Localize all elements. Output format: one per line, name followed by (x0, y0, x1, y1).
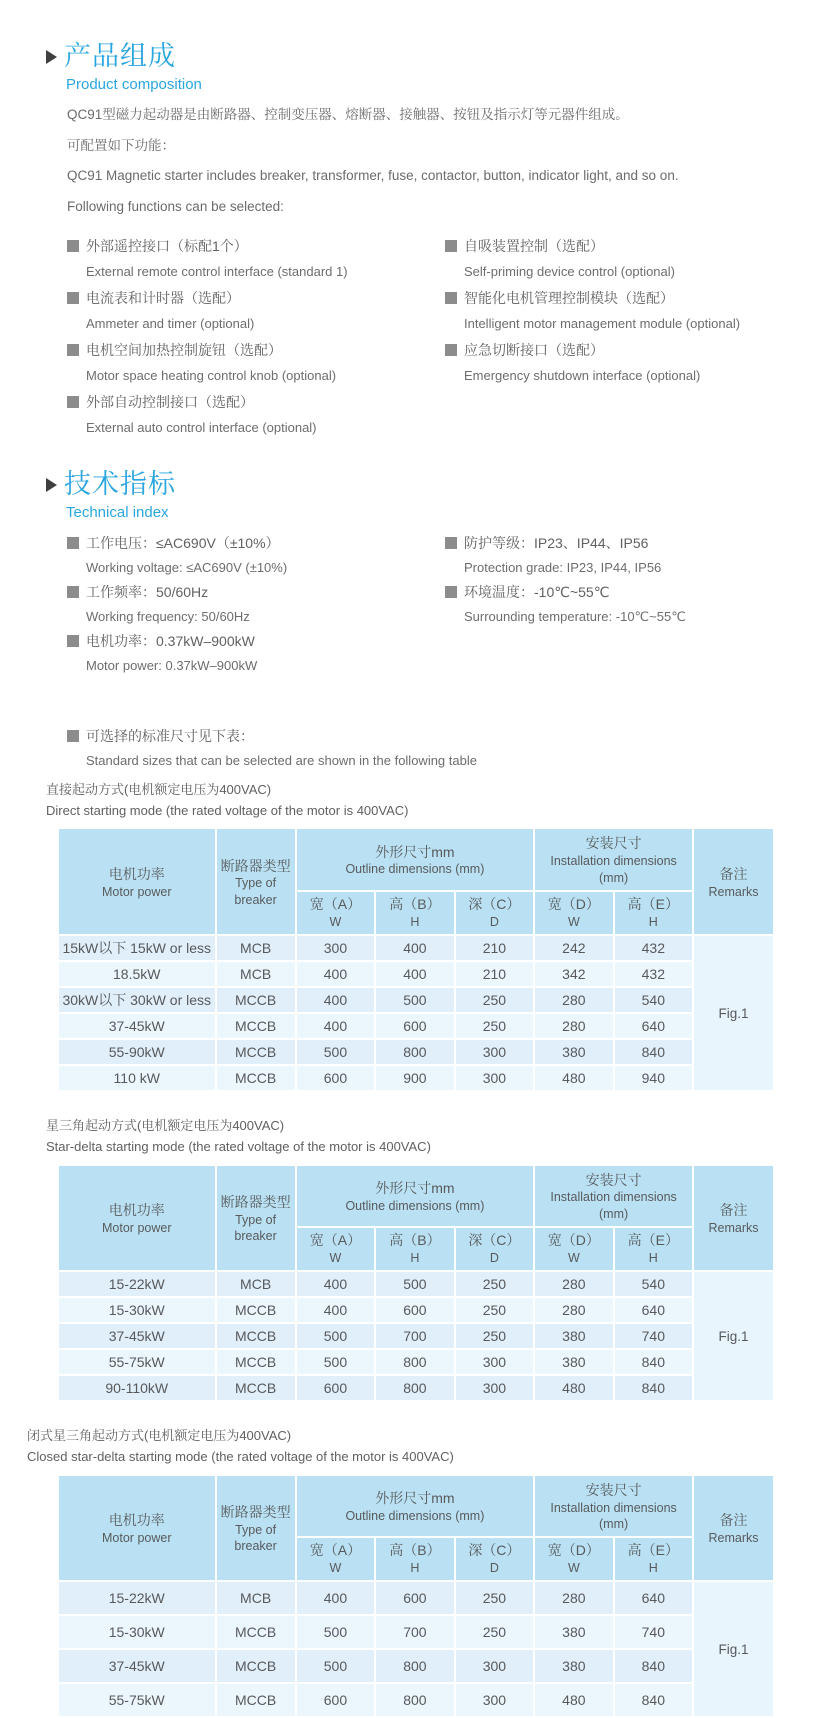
technical-text-zh: 工作电压：≤AC690V（±10%） (86, 534, 280, 551)
feature-item (445, 236, 830, 279)
bullet-square-icon (67, 586, 79, 598)
technical-label-zh (67, 533, 445, 553)
breaker-type-cell: MCCB (216, 1349, 296, 1375)
dimension-value-cell: 500 (296, 1649, 375, 1683)
col-group-installation-dimensions: 安装尺寸 Installation dimensions (mm) (534, 828, 693, 890)
feature-text-en: External remote control interface (standard 1) (86, 264, 348, 280)
dimension-value-cell: 250 (455, 1615, 534, 1649)
technical-text-en: Surrounding temperature: -10℃~55℃ (464, 608, 686, 624)
bullet-square-icon (445, 586, 457, 598)
table-row (58, 1375, 774, 1401)
table-row (58, 1323, 774, 1349)
dimension-value-cell: 640 (614, 1297, 693, 1323)
breaker-type-cell: MCCB (216, 987, 296, 1013)
feature-text-en: Ammeter and timer (optional) (86, 316, 255, 332)
dimension-value-cell: 400 (296, 1581, 375, 1615)
breaker-type-cell: MCCB (216, 1039, 296, 1065)
table-caption (46, 1116, 830, 1158)
dimension-value-cell: 800 (375, 1349, 454, 1375)
remark-cell: Fig.1 (693, 935, 774, 1091)
section-technical-index (46, 470, 830, 500)
technical-text-en: Protection grade: IP23, IP44, IP56 (464, 559, 662, 575)
technical-text-zh: 电机功率：0.37kW–900kW (86, 632, 255, 649)
col-group-installation-dimensions: 安装尺寸 Installation dimensions (mm) (534, 1165, 693, 1227)
technical-item (67, 631, 445, 673)
dimension-value-cell: 400 (375, 961, 454, 987)
table-caption-en: Direct starting mode (the rated voltage of the motor is 400VAC) (46, 802, 409, 818)
table-row (58, 961, 774, 987)
motor-power-cell: 55-75kW (58, 1683, 216, 1717)
table-row (58, 1349, 774, 1375)
dimension-value-cell: 500 (296, 1323, 375, 1349)
table-row (58, 1271, 774, 1297)
technical-text-zh: 环境温度：-10℃~55℃ (464, 583, 610, 600)
col-header-breaker-type: 断路器类型 Type of breaker (216, 1475, 296, 1582)
col-header-breaker-type: 断路器类型 Type of breaker (216, 828, 296, 935)
feature-item (67, 288, 445, 331)
dimension-value-cell: 600 (296, 1065, 375, 1091)
motor-power-cell: 15-30kW (58, 1297, 216, 1323)
technical-label-zh (67, 582, 445, 602)
dimension-value-cell: 432 (614, 961, 693, 987)
dimension-value-cell: 800 (375, 1039, 454, 1065)
col-header-motor-power: 电机功率 Motor power (58, 828, 216, 935)
dimension-value-cell: 700 (375, 1615, 454, 1649)
feature-label-zh (445, 288, 830, 308)
dimension-value-cell: 500 (375, 1271, 454, 1297)
feature-text-zh: 应急切断接口（选配） (464, 342, 604, 359)
dimension-value-cell: 280 (534, 1297, 613, 1323)
table-row (58, 1649, 774, 1683)
note-label-zh (67, 726, 830, 746)
table-row (58, 1039, 774, 1065)
dimension-value-cell: 740 (614, 1615, 693, 1649)
motor-power-cell: 30kW以下 30kW or less (58, 987, 216, 1013)
feature-text-zh: 智能化电机管理控制模块（选配） (464, 290, 674, 307)
dimension-value-cell: 400 (296, 1271, 375, 1297)
table-caption (27, 1426, 830, 1468)
dimension-value-cell: 480 (534, 1683, 613, 1717)
table-row (58, 1581, 774, 1615)
dimension-value-cell: 380 (534, 1615, 613, 1649)
intro-paragraphs (67, 107, 830, 217)
col-group-installation-dimensions: 安装尺寸 Installation dimensions (mm) (534, 1475, 693, 1537)
dimension-value-cell: 210 (455, 935, 534, 961)
breaker-type-cell: MCCB (216, 1683, 296, 1717)
feature-item (67, 236, 445, 279)
motor-power-cell: 37-45kW (58, 1649, 216, 1683)
paragraph: QC91 Magnetic starter includes breaker, transformer, fuse, contactor, button, indicator light, and so on. (67, 168, 679, 184)
table-body (58, 1581, 774, 1717)
technical-column-left (67, 533, 445, 680)
feature-column-left (67, 236, 445, 444)
standard-sizes-note (67, 726, 830, 768)
col-header-motor-power: 电机功率 Motor power (58, 1165, 216, 1272)
paragraph: 可配置如下功能： (67, 137, 175, 153)
dimension-value-cell: 480 (534, 1065, 613, 1091)
dimension-value-cell: 380 (534, 1039, 613, 1065)
technical-text-zh: 防护等级：IP23、IP44、IP56 (464, 534, 649, 551)
col-header-remarks: 备注 Remarks (693, 1475, 774, 1582)
breaker-type-cell: MCB (216, 1581, 296, 1615)
table-caption-zh: 闭式星三角起动方式(电机额定电压为400VAC) (27, 1428, 292, 1444)
technical-label-zh (67, 631, 445, 651)
feature-text-zh: 自吸装置控制（选配） (464, 238, 604, 255)
breaker-type-cell: MCCB (216, 1649, 296, 1683)
col-subheader-height-b: 高（B） H (375, 1537, 454, 1581)
table-caption-zh: 星三角起动方式(电机额定电压为400VAC) (46, 1118, 285, 1133)
feature-columns (67, 236, 830, 444)
direct-starting-table (57, 827, 775, 1092)
breaker-type-cell: MCCB (216, 1615, 296, 1649)
col-header-breaker-type: 断路器类型 Type of breaker (216, 1165, 296, 1272)
dimension-value-cell: 280 (534, 1013, 613, 1039)
dimension-value-cell: 700 (375, 1323, 454, 1349)
dimension-value-cell: 280 (534, 1581, 613, 1615)
motor-power-cell: 15-22kW (58, 1581, 216, 1615)
breaker-type-cell: MCCB (216, 1297, 296, 1323)
dimension-value-cell: 500 (296, 1039, 375, 1065)
dimension-value-cell: 210 (455, 961, 534, 987)
col-subheader-height-e: 高（E） H (614, 1537, 693, 1581)
dimension-value-cell: 250 (455, 1581, 534, 1615)
bullet-square-icon (445, 344, 457, 356)
feature-item (67, 392, 445, 435)
feature-text-zh: 外部遥控接口（标配1个） (86, 238, 248, 255)
col-header-motor-power: 电机功率 Motor power (58, 1475, 216, 1582)
table-caption-en: Closed star-delta starting mode (the rated voltage of the motor is 400VAC) (27, 1448, 454, 1464)
breaker-type-cell: MCCB (216, 1065, 296, 1091)
dimension-value-cell: 380 (534, 1323, 613, 1349)
motor-power-cell: 15kW以下 15kW or less (58, 935, 216, 961)
feature-item (445, 340, 830, 383)
technical-text-en: Working voltage: ≤AC690V (±10%) (86, 559, 288, 575)
technical-column-right (445, 533, 830, 680)
col-group-outline-dimensions: 外形尺寸mm Outline dimensions (mm) (296, 1165, 534, 1227)
dimension-value-cell: 600 (375, 1581, 454, 1615)
dimension-value-cell: 500 (375, 987, 454, 1013)
dimension-value-cell: 400 (296, 987, 375, 1013)
dimension-value-cell: 400 (296, 961, 375, 987)
motor-power-cell: 55-75kW (58, 1349, 216, 1375)
section-marker-icon (46, 50, 57, 64)
feature-text-zh: 电流表和计时器（选配） (86, 290, 240, 307)
technical-item (67, 582, 445, 624)
col-group-outline-dimensions: 外形尺寸mm Outline dimensions (mm) (296, 1475, 534, 1537)
breaker-type-cell: MCCB (216, 1013, 296, 1039)
dimension-value-cell: 540 (614, 987, 693, 1013)
table-row (58, 935, 774, 961)
feature-label-zh (67, 288, 445, 308)
feature-text-zh: 外部自动控制接口（选配） (86, 394, 254, 411)
feature-text-en: Emergency shutdown interface (optional) (464, 368, 701, 384)
col-header-remarks: 备注 Remarks (693, 1165, 774, 1272)
feature-label-zh (67, 392, 445, 412)
dimension-value-cell: 432 (614, 935, 693, 961)
table-body (58, 1271, 774, 1401)
table-caption (46, 780, 830, 822)
col-subheader-width-a: 宽（A） W (296, 891, 375, 935)
dimension-value-cell: 242 (534, 935, 613, 961)
bullet-square-icon (445, 240, 457, 252)
col-subheader-height-e: 高（E） H (614, 1227, 693, 1271)
table-row (58, 1297, 774, 1323)
table-caption-en: Star-delta starting mode (the rated voltage of the motor is 400VAC) (46, 1138, 431, 1154)
dimension-value-cell: 342 (534, 961, 613, 987)
table-row (58, 1683, 774, 1717)
dimension-value-cell: 600 (296, 1683, 375, 1717)
dimension-value-cell: 640 (614, 1581, 693, 1615)
motor-power-cell: 18.5kW (58, 961, 216, 987)
breaker-type-cell: MCB (216, 961, 296, 987)
technical-item (445, 533, 830, 575)
motor-power-cell: 37-45kW (58, 1013, 216, 1039)
bullet-square-icon (67, 635, 79, 647)
dimension-value-cell: 600 (375, 1013, 454, 1039)
note-text-zh: 可选择的标准尺寸见下表： (86, 727, 254, 744)
dimension-value-cell: 280 (534, 987, 613, 1013)
bullet-square-icon (445, 292, 457, 304)
col-subheader-width-a: 宽（A） W (296, 1227, 375, 1271)
paragraph: QC91型磁力起动器是由断路器、控制变压器、熔断器、接触器、按钮及指示灯等元器件组成。 (67, 106, 629, 122)
dimension-value-cell: 900 (375, 1065, 454, 1091)
dimension-value-cell: 250 (455, 1013, 534, 1039)
bullet-square-icon (445, 537, 457, 549)
col-subheader-depth-c: 深（C） D (455, 891, 534, 935)
col-subheader-width-d: 宽（D） W (534, 1227, 613, 1271)
dimension-value-cell: 840 (614, 1039, 693, 1065)
dimension-value-cell: 480 (534, 1375, 613, 1401)
technical-columns (67, 533, 830, 680)
dimension-value-cell: 540 (614, 1271, 693, 1297)
col-subheader-height-b: 高（B） H (375, 891, 454, 935)
technical-text-en: Working frequency: 50/60Hz (86, 608, 250, 624)
section-product-composition (46, 42, 830, 72)
feature-label-zh (445, 236, 830, 256)
technical-item (445, 582, 830, 625)
remark-cell: Fig.1 (693, 1271, 774, 1401)
dimension-value-cell: 840 (614, 1649, 693, 1683)
dimension-value-cell: 840 (614, 1683, 693, 1717)
dimension-value-cell: 300 (455, 1683, 534, 1717)
technical-text-en: Motor power: 0.37kW–900kW (86, 657, 258, 673)
motor-power-cell: 37-45kW (58, 1323, 216, 1349)
breaker-type-cell: MCB (216, 935, 296, 961)
section-marker-icon (46, 478, 57, 492)
dimension-value-cell: 940 (614, 1065, 693, 1091)
section-title-zh: 产品组成 (64, 41, 176, 71)
note-text-en: Standard sizes that can be selected are shown in the following table (86, 752, 477, 768)
table-row (58, 1065, 774, 1091)
section-title-en: Technical index (66, 503, 169, 521)
closed-star-delta-starting-table (57, 1474, 775, 1718)
col-subheader-width-d: 宽（D） W (534, 1537, 613, 1581)
feature-item (67, 340, 445, 383)
motor-power-cell: 15-30kW (58, 1615, 216, 1649)
section-title-en: Product composition (66, 75, 202, 93)
feature-text-en: Intelligent motor management module (optional) (464, 316, 741, 332)
dimension-value-cell: 500 (296, 1349, 375, 1375)
dimension-value-cell: 800 (375, 1375, 454, 1401)
technical-label-zh (445, 533, 830, 553)
feature-item (445, 288, 830, 331)
feature-text-en: Motor space heating control knob (optional) (86, 368, 337, 384)
dimension-value-cell: 300 (455, 1065, 534, 1091)
dimension-value-cell: 280 (534, 1271, 613, 1297)
col-subheader-height-b: 高（B） H (375, 1227, 454, 1271)
table-row (58, 987, 774, 1013)
paragraph: Following functions can be selected: (67, 199, 284, 215)
dimension-value-cell: 250 (455, 1297, 534, 1323)
breaker-type-cell: MCCB (216, 1375, 296, 1401)
bullet-square-icon (67, 730, 79, 742)
bullet-square-icon (67, 240, 79, 252)
col-subheader-depth-c: 深（C） D (455, 1227, 534, 1271)
dimension-value-cell: 840 (614, 1349, 693, 1375)
table-row (58, 1013, 774, 1039)
feature-label-zh (445, 340, 830, 360)
dimension-value-cell: 400 (375, 935, 454, 961)
dimension-value-cell: 300 (455, 1349, 534, 1375)
dimension-value-cell: 800 (375, 1683, 454, 1717)
dimension-value-cell: 400 (296, 1013, 375, 1039)
col-subheader-width-a: 宽（A） W (296, 1537, 375, 1581)
bullet-square-icon (67, 292, 79, 304)
bullet-square-icon (67, 537, 79, 549)
feature-label-zh (67, 340, 445, 360)
breaker-type-cell: MCCB (216, 1323, 296, 1349)
dimension-value-cell: 600 (296, 1375, 375, 1401)
dimension-value-cell: 380 (534, 1349, 613, 1375)
table-body (58, 935, 774, 1091)
dimension-value-cell: 740 (614, 1323, 693, 1349)
feature-text-en: External auto control interface (optional) (86, 420, 317, 436)
dimension-value-cell: 500 (296, 1615, 375, 1649)
section-title-zh: 技术指标 (64, 469, 176, 500)
col-group-outline-dimensions: 外形尺寸mm Outline dimensions (mm) (296, 828, 534, 890)
bullet-square-icon (67, 396, 79, 408)
col-subheader-depth-c: 深（C） D (455, 1537, 534, 1581)
feature-text-zh: 电机空间加热控制旋钮（选配） (86, 342, 282, 359)
dimension-value-cell: 380 (534, 1649, 613, 1683)
col-header-remarks: 备注 Remarks (693, 828, 774, 935)
dimension-value-cell: 250 (455, 987, 534, 1013)
bullet-square-icon (67, 344, 79, 356)
breaker-type-cell: MCB (216, 1271, 296, 1297)
dimension-value-cell: 300 (296, 935, 375, 961)
dimension-value-cell: 400 (296, 1297, 375, 1323)
motor-power-cell: 55-90kW (58, 1039, 216, 1065)
dimension-value-cell: 640 (614, 1013, 693, 1039)
table-row (58, 1615, 774, 1649)
dimension-value-cell: 800 (375, 1649, 454, 1683)
feature-text-en: Self-priming device control (optional) (464, 264, 675, 280)
col-subheader-width-d: 宽（D） W (534, 891, 613, 935)
dimension-value-cell: 600 (375, 1297, 454, 1323)
dimension-value-cell: 840 (614, 1375, 693, 1401)
technical-text-zh: 工作频率：50/60Hz (86, 583, 209, 600)
dimension-value-cell: 300 (455, 1649, 534, 1683)
motor-power-cell: 90-110kW (58, 1375, 216, 1401)
table-caption-zh: 直接起动方式(电机额定电压为400VAC) (46, 781, 272, 797)
technical-label-zh (445, 582, 830, 602)
col-subheader-height-e: 高（E） H (614, 891, 693, 935)
dimension-value-cell: 300 (455, 1375, 534, 1401)
dimension-value-cell: 300 (455, 1039, 534, 1065)
feature-label-zh (67, 236, 445, 256)
technical-item (67, 533, 445, 575)
star-delta-starting-table (57, 1164, 775, 1403)
dimension-value-cell: 250 (455, 1323, 534, 1349)
dimension-value-cell: 250 (455, 1271, 534, 1297)
motor-power-cell: 15-22kW (58, 1271, 216, 1297)
feature-column-right (445, 236, 830, 444)
motor-power-cell: 110 kW (58, 1065, 216, 1091)
remark-cell: Fig.1 (693, 1581, 774, 1717)
